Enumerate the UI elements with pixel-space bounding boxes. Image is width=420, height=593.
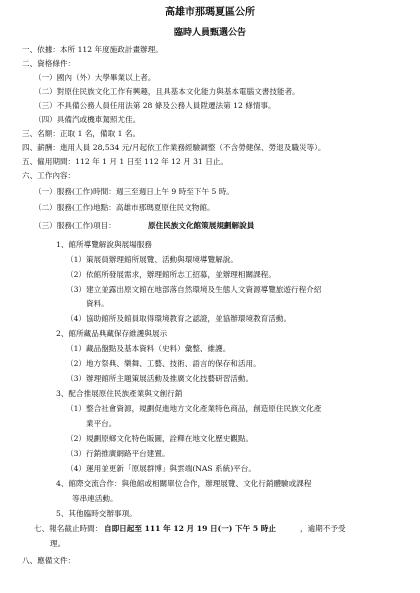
- work-hours-line: （一）服務(工作)時間：週三至週日上午 9 時至下午 5 時。: [34, 187, 234, 196]
- salary-line: 四、薪酬：進用人員 28,534 元/月起依工作業務經驗調整（不含勞健保、勞退及職災等）。: [22, 143, 326, 152]
- required-documents-heading: 八、應備文件：: [22, 556, 76, 565]
- quota-line: 三、名額：正取 1 名，備取 1 名。: [22, 129, 141, 138]
- duty-heading: 5、其他臨時交辦事項。: [56, 509, 137, 518]
- qualification-item: （四）具備汽或機車駕照尤佳。: [34, 115, 141, 124]
- deadline-label: 七、報名截止時間：: [34, 524, 103, 533]
- job-content-heading: 六、工作內容：: [22, 171, 76, 180]
- duty-heading: 4、館際交流合作：與他館或相關單位合作，辦理展覽、文化行銷體驗或課程: [56, 479, 312, 488]
- deadline-note: ，逾期不予受: [300, 524, 346, 533]
- duty-item: （4）協助館所及館員取得環境教育之認證，並協辦環境教育活動。: [66, 314, 292, 323]
- duty-item-cont: 業平台。: [86, 419, 117, 428]
- office-title: 高雄市那瑪夏區公所: [165, 7, 255, 18]
- announcement-title: 臨時人員甄選公告: [173, 28, 246, 38]
- duty-heading-cont: 等串連活動。: [72, 494, 118, 503]
- duty-heading: 3、配合推展原住民族產業與文創行銷: [56, 389, 183, 398]
- deadline-note-cont: 理。: [50, 539, 66, 548]
- qualification-item: （三）不具備公務人員任用法第 28 條及公務人員陞遷法第 12 條情事。: [34, 101, 276, 110]
- duty-item: （3）辦理館所主題策展活動及推廣文化技藝研習活動。: [66, 374, 254, 383]
- duty-item: （4）運用並更新「原展群博」與雲端(NAS 系統)平台。: [66, 464, 256, 473]
- duty-item-cont: 資料。: [86, 299, 109, 308]
- duty-item: （2）規劃原鄉文化特色販圖，詮釋在地文化歷史觀點。: [66, 434, 254, 443]
- duty-item: （1）藏品盤點及基本資料（史料）彙整、維護。: [66, 344, 231, 353]
- duty-heading: 2、館所藏品典藏保存維護與展示: [56, 329, 168, 338]
- duty-item: （2）地方祭典、樂舞、工藝、技術、語言的保存和活用。: [66, 359, 261, 368]
- duty-item: （1）整合社會資源，規劃促進地方文化產業特色商品，創造原住民族文化產: [66, 404, 322, 413]
- duty-heading: 1、館所導覽解說與展場服務: [56, 240, 152, 249]
- work-location-line: （二）服務(工作)地點：高雄市那瑪夏原住民文物館。: [34, 203, 215, 212]
- duty-item: （1）策展員辦理館所展覽、活動與環境導覽解說。: [66, 255, 238, 264]
- basis-line: 一、依據：本所 112 年度施政計畫辦理。: [22, 45, 163, 54]
- duty-item: （3）建立並露出原文館在地部落自然環境及生態人文資源導覽旅遊行程介紹: [66, 285, 322, 294]
- duty-item: （2）依館所發展需求，辦理館所志工招募，並辦理相關課程。: [66, 270, 276, 279]
- deadline-value: 自即日起至 111 年 12 月 19 日(一) 下午 5 時止: [104, 524, 276, 533]
- qualification-item: （二）對原住民族文化工作有興趣，且具基本文化能力與基本電腦文書技能者。: [34, 87, 300, 96]
- employment-period-line: 五、僱用期間：112 年 1 月 1 日至 112 年 12 月 31 日止。: [22, 157, 229, 166]
- duty-item: （3）行銷推廣網路平台建置。: [66, 449, 170, 458]
- qualification-item: （一）國內（外）大學畢業以上者。: [34, 73, 156, 82]
- qualifications-heading: 二、資格條件：: [22, 59, 76, 68]
- work-item-title: 原住民族文化館策展規劃解說員: [148, 221, 255, 230]
- work-item-label: （三）服務(工作)項目：: [34, 221, 116, 230]
